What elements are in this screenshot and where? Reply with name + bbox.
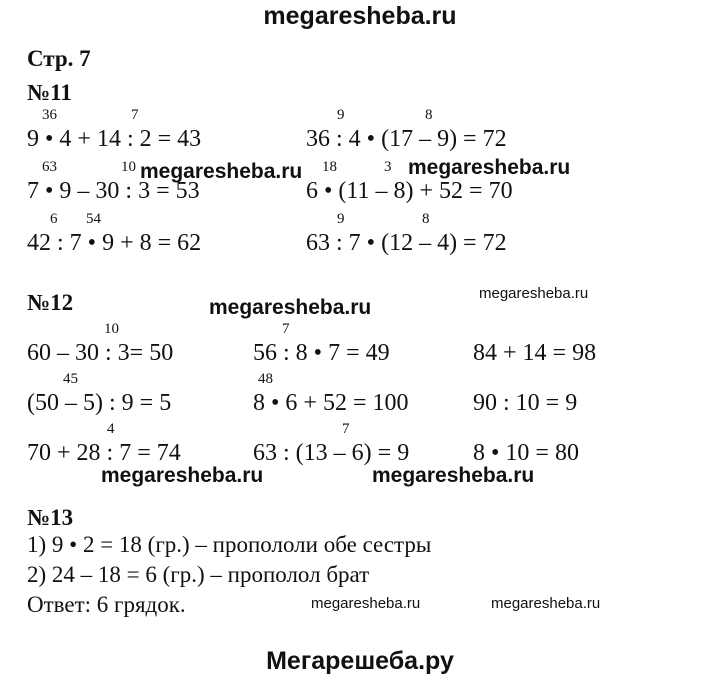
- equation: 42 : 7 • 9 + 8 = 62: [27, 230, 202, 256]
- watermark: megaresheba.ru: [479, 285, 589, 302]
- note: 48: [258, 371, 273, 387]
- note: 8: [425, 107, 433, 123]
- watermark: megaresheba.ru: [101, 464, 264, 487]
- equation: 6 • (11 – 8) + 52 = 70: [306, 178, 513, 204]
- note: 36: [42, 107, 57, 123]
- equation: 70 + 28 : 7 = 74: [27, 440, 181, 466]
- watermark: megaresheba.ru: [408, 156, 571, 179]
- page-label: Стр. 7: [27, 46, 91, 71]
- note: 7: [342, 421, 350, 437]
- equation: 84 + 14 = 98: [473, 340, 597, 366]
- watermark: megaresheba.ru: [209, 296, 372, 319]
- note: 45: [63, 371, 78, 387]
- equation: 90 : 10 = 9: [473, 390, 578, 416]
- note: 54: [86, 211, 101, 227]
- note: 6: [50, 211, 58, 227]
- watermark: megaresheba.ru: [140, 160, 303, 183]
- solution-line: 1) 9 • 2 = 18 (гр.) – пропололи обе сестры: [27, 532, 432, 557]
- equation: 63 : 7 • (12 – 4) = 72: [306, 230, 507, 256]
- watermark: megaresheba.ru: [491, 595, 601, 612]
- note: 18: [322, 159, 337, 175]
- equation: 8 • 6 + 52 = 100: [253, 390, 409, 416]
- answer-line: Ответ: 6 грядок.: [27, 592, 186, 617]
- task-13-title: №13: [27, 505, 74, 530]
- note: 10: [121, 159, 136, 175]
- watermark: megaresheba.ru: [372, 464, 535, 487]
- site-header[interactable]: megaresheba.ru: [263, 2, 457, 30]
- task-11-title: №11: [27, 80, 72, 105]
- equation: 7 • 9 – 30 : 3 = 53: [27, 178, 200, 204]
- site-footer[interactable]: Мегарешеба.ру: [266, 647, 454, 675]
- equation: (50 – 5) : 9 = 5: [27, 390, 172, 416]
- note: 8: [422, 211, 430, 227]
- note: 7: [131, 107, 139, 123]
- solution-line: 2) 24 – 18 = 6 (гр.) – прополол брат: [27, 562, 370, 587]
- note: 10: [104, 321, 119, 337]
- equation: 36 : 4 • (17 – 9) = 72: [306, 126, 507, 152]
- note: 3: [384, 159, 392, 175]
- note: 4: [107, 421, 115, 437]
- equation: 9 • 4 + 14 : 2 = 43: [27, 126, 202, 152]
- note: 63: [42, 159, 57, 175]
- note: 9: [337, 211, 345, 227]
- note: 7: [282, 321, 290, 337]
- equation: 8 • 10 = 80: [473, 440, 579, 466]
- equation: 63 : (13 – 6) = 9: [253, 440, 410, 466]
- equation: 60 – 30 : 3= 50: [27, 340, 174, 366]
- note: 9: [337, 107, 345, 123]
- equation: 56 : 8 • 7 = 49: [253, 340, 390, 366]
- watermark: megaresheba.ru: [311, 595, 421, 612]
- task-12-title: №12: [27, 290, 74, 315]
